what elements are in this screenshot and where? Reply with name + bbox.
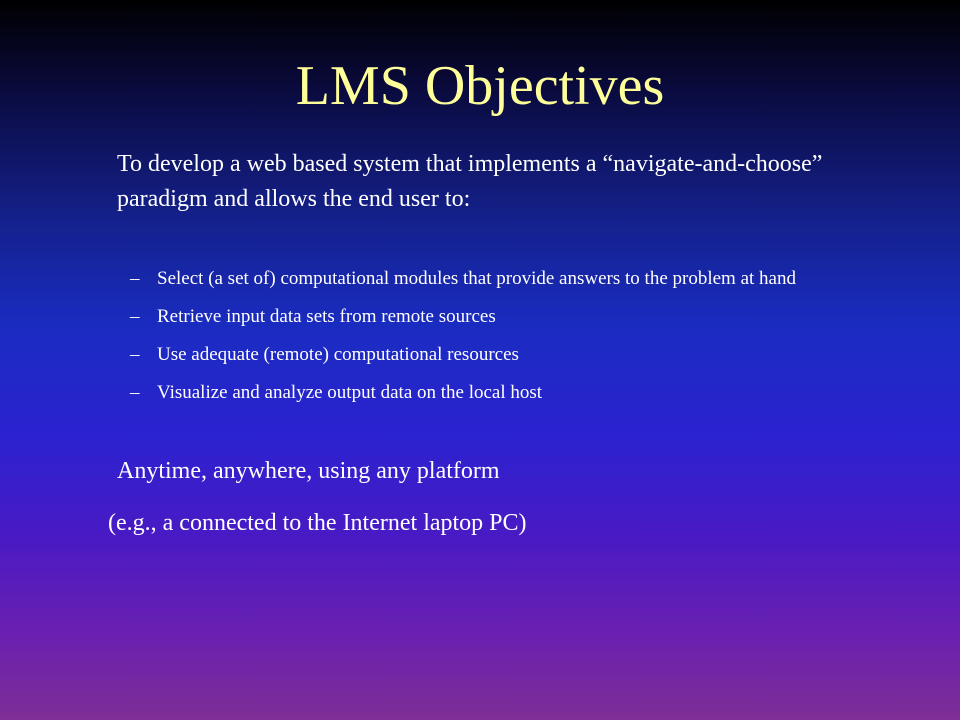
- list-item-text: Retrieve input data sets from remote sources: [157, 306, 496, 327]
- list-item-text: Select (a set of) computational modules that provide answers to the problem at hand: [157, 268, 796, 289]
- list-item: [130, 341, 900, 368]
- list-item: [130, 303, 900, 330]
- dash-bullet: –: [130, 268, 140, 289]
- closing-line-example: (e.g., a connected to the Internet laptop PC): [108, 510, 527, 536]
- dash-bullet: –: [130, 306, 140, 327]
- dash-bullet: –: [130, 344, 140, 365]
- list-item-text: Use adequate (remote) computational resources: [157, 344, 519, 365]
- slide-title: LMS Objectives: [295, 55, 665, 117]
- intro-paragraph: To develop a web based system that implements a “navigate-and-choose” paradigm and allows the end user to:: [117, 151, 823, 212]
- objectives-list: [130, 265, 900, 417]
- dash-bullet: –: [130, 382, 140, 403]
- list-item: [130, 379, 900, 406]
- closing-line-anytime: Anytime, anywhere, using any platform: [117, 458, 500, 484]
- list-item: [130, 265, 900, 292]
- list-item-text: Visualize and analyze output data on the local host: [157, 382, 543, 403]
